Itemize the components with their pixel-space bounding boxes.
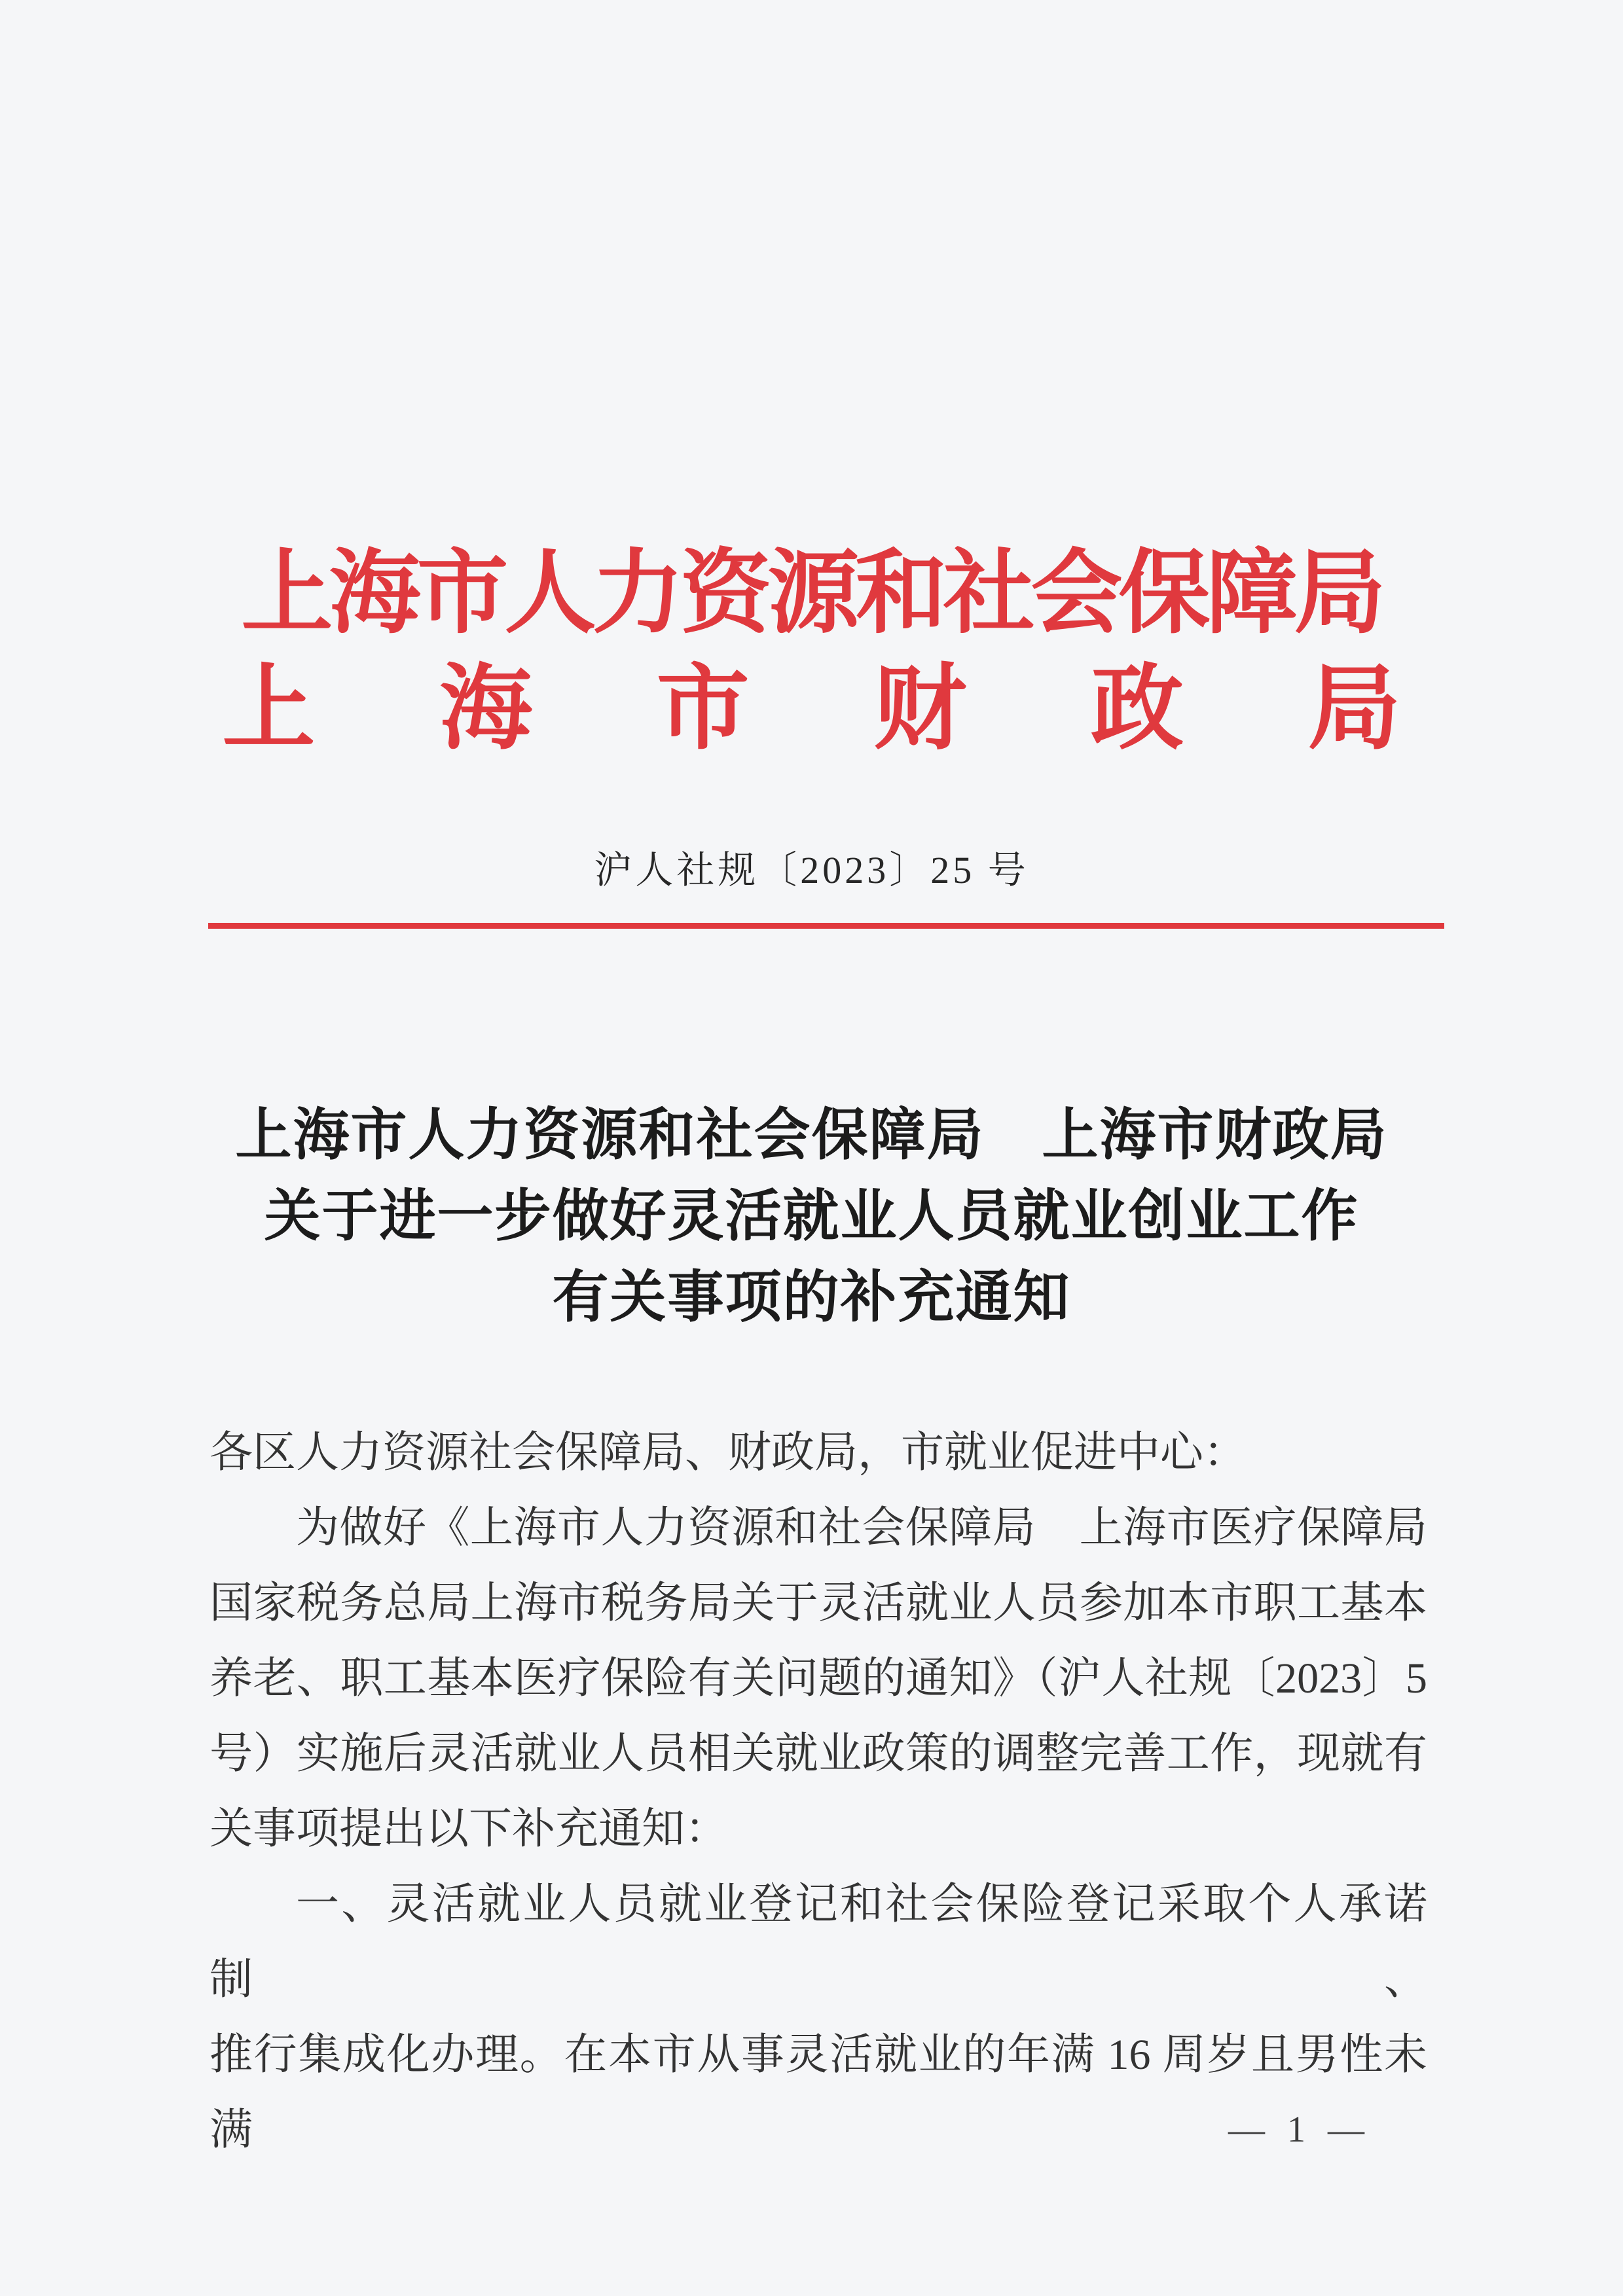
body-text-line: 推行集成化办理。在本市从事灵活就业的年满 16 周岁且男性未满: [210, 2031, 1427, 2154]
document-title-line-2: 关于进一步做好灵活就业人员就业创业工作: [264, 1185, 1359, 1247]
letterhead-agency-line-1: 上海市人力资源和社会保障局: [241, 543, 1382, 645]
document-title: [0, 1094, 1623, 1338]
page-number: — 1 —: [1228, 2109, 1371, 2150]
body-text-line: 关事项提出以下补充通知：: [210, 1805, 728, 1853]
body-text-line: 国家税务总局上海市税务局关于灵活就业人员参加本市职工基本: [210, 1579, 1427, 1627]
body-text-line: 一、灵活就业人员就业登记和社会保险登记采取个人承诺制、: [210, 1880, 1427, 2003]
body-text-line: 号）实施后灵活就业人员相关就业政策的调整完善工作，现就有: [210, 1730, 1427, 1778]
red-divider-line: [208, 923, 1444, 929]
document-title-line-1: 上海市人力资源和社会保障局 上海市财政局: [235, 1103, 1388, 1166]
document-title-line-3: 有关事项的补充通知: [552, 1266, 1071, 1329]
body-text-line: 各区人力资源社会保障局、财政局，市就业促进中心：: [210, 1429, 1247, 1477]
letterhead-agency-line-2: 上海市财政局: [222, 657, 1401, 761]
doc-number: 沪人社规〔2023〕25 号: [594, 849, 1029, 891]
body-text-line: 养老、职工基本医疗保险有关问题的通知》（沪人社规〔2023〕5: [210, 1655, 1427, 1702]
body-text-line: 为做好《上海市人力资源和社会保障局 上海市医疗保障局: [296, 1504, 1427, 1552]
document-body: [210, 1415, 1427, 2168]
